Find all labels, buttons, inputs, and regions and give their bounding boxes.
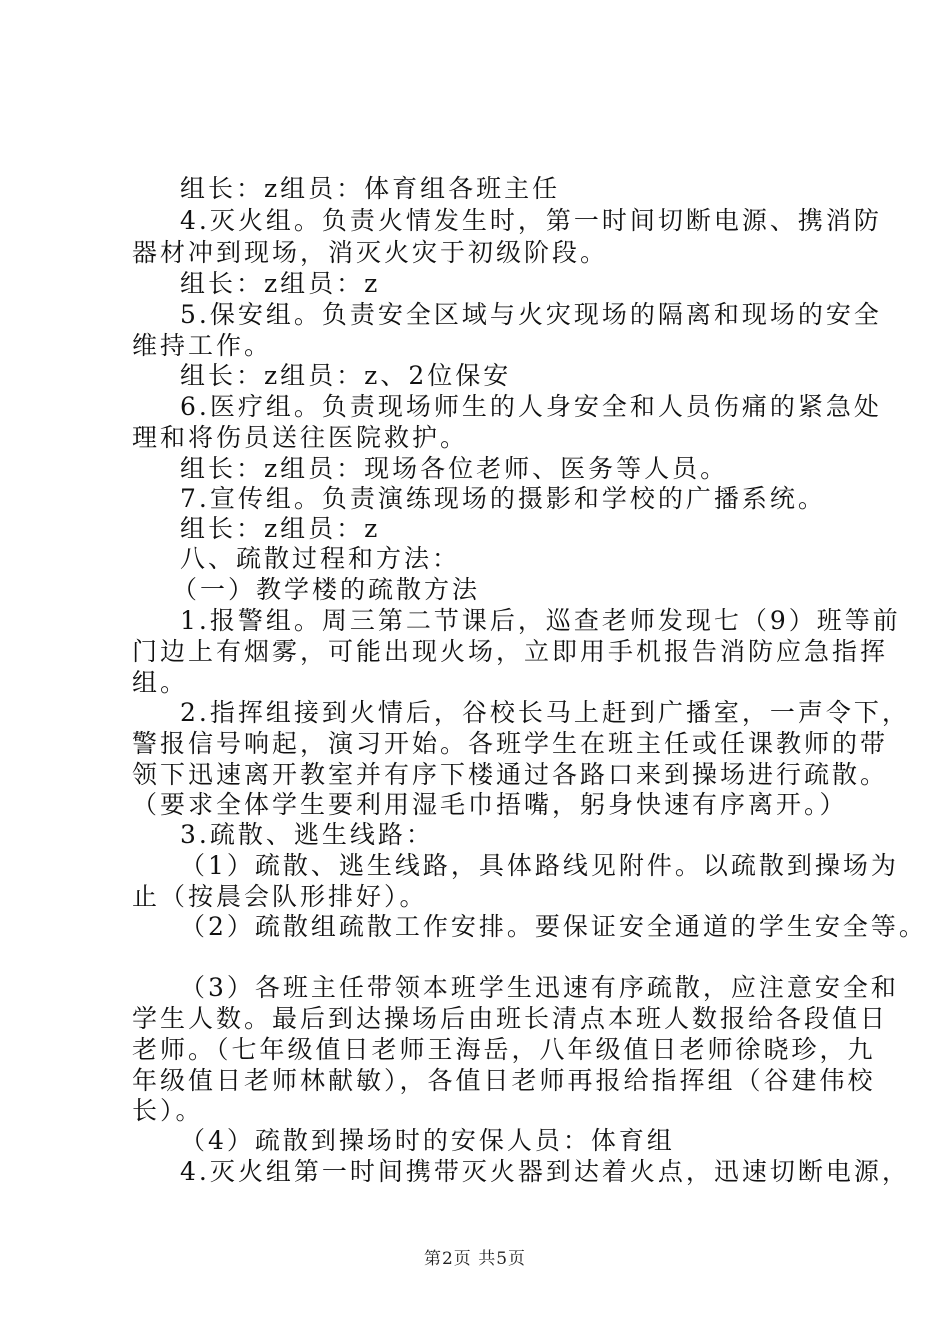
text-line: 长）。 [132, 1096, 204, 1125]
text-line: 4.灭火组第一时间携带灭火器到达着火点，迅速切断电源， [180, 1157, 910, 1186]
section-heading: 八、疏散过程和方法： [180, 544, 461, 573]
text-line: 2.指挥组接到火情后，谷校长马上赶到广播室，一声令下， [180, 698, 910, 727]
text-line: 4.灭火组。负责火情发生时，第一时间切断电源、携消防 [180, 206, 882, 235]
text-line: 1.报警组。周三第二节课后，巡查老师发现七（9）班等前 [180, 606, 901, 635]
text-line: 3.疏散、逃生线路： [180, 820, 434, 849]
text-line: 老师。（七年级值日老师王海岳，八年级值日老师徐晓珍，九 [132, 1035, 876, 1064]
text-line: 7.宣传组。负责演练现场的摄影和学校的广播系统。 [180, 484, 826, 513]
text-line: 门边上有烟雾，可能出现火场，立即用手机报告消防应急指挥 [132, 637, 889, 666]
text-line: 组。 [132, 668, 189, 697]
text-line: 警报信号响起，演习开始。各班学生在班主任或任课教师的带 [132, 729, 889, 758]
text-line: 学生人数。最后到达操场后由班长清点本班人数报给各段值日 [132, 1004, 889, 1033]
text-line: （3）各班主任带领本班学生迅速有序疏散，应注意安全和 [180, 973, 899, 1002]
text-line: 组长：z组员：现场各位老师、医务等人员。 [180, 454, 729, 483]
text-line: （1）疏散、逃生线路，具体路线见附件。以疏散到操场为 [180, 851, 899, 880]
text-line: 组长：z组员：z [180, 514, 381, 543]
text-line: （2）疏散组疏散工作安排。要保证安全通道的学生安全等。 [180, 912, 927, 941]
text-line: 年级值日老师林献敏），各值日老师再报给指挥组（谷建伟校 [132, 1066, 876, 1095]
text-line: （4）疏散到操场时的安保人员：体育组 [180, 1126, 675, 1155]
text-line: 维持工作。 [132, 331, 273, 360]
text-line: 领下迅速离开教室并有序下楼通过各路口来到操场进行疏散。 [132, 760, 889, 789]
subsection-heading: （一）教学楼的疏散方法 [172, 575, 481, 604]
text-line: 5.保安组。负责安全区域与火灾现场的隔离和现场的安全 [180, 300, 882, 329]
text-line: 器材冲到现场，消灭火灾于初级阶段。 [132, 238, 609, 267]
text-line: 组长：z组员：z、2位保安 [180, 361, 512, 390]
text-line: 组长：z组员：z [180, 269, 381, 298]
text-line: （要求全体学生要利用湿毛巾捂嘴，躬身快速有序离开。） [132, 790, 848, 819]
text-line: 组长：z组员：体育组各班主任 [180, 174, 561, 203]
page-number-footer: 第2页 共5页 [423, 1249, 527, 1269]
text-line: 6.医疗组。负责现场师生的人身安全和人员伤痛的紧急处 [180, 392, 882, 421]
text-line: 止（按晨会队形排好）。 [132, 882, 428, 911]
text-line: 理和将伤员送往医院救护。 [132, 423, 469, 452]
